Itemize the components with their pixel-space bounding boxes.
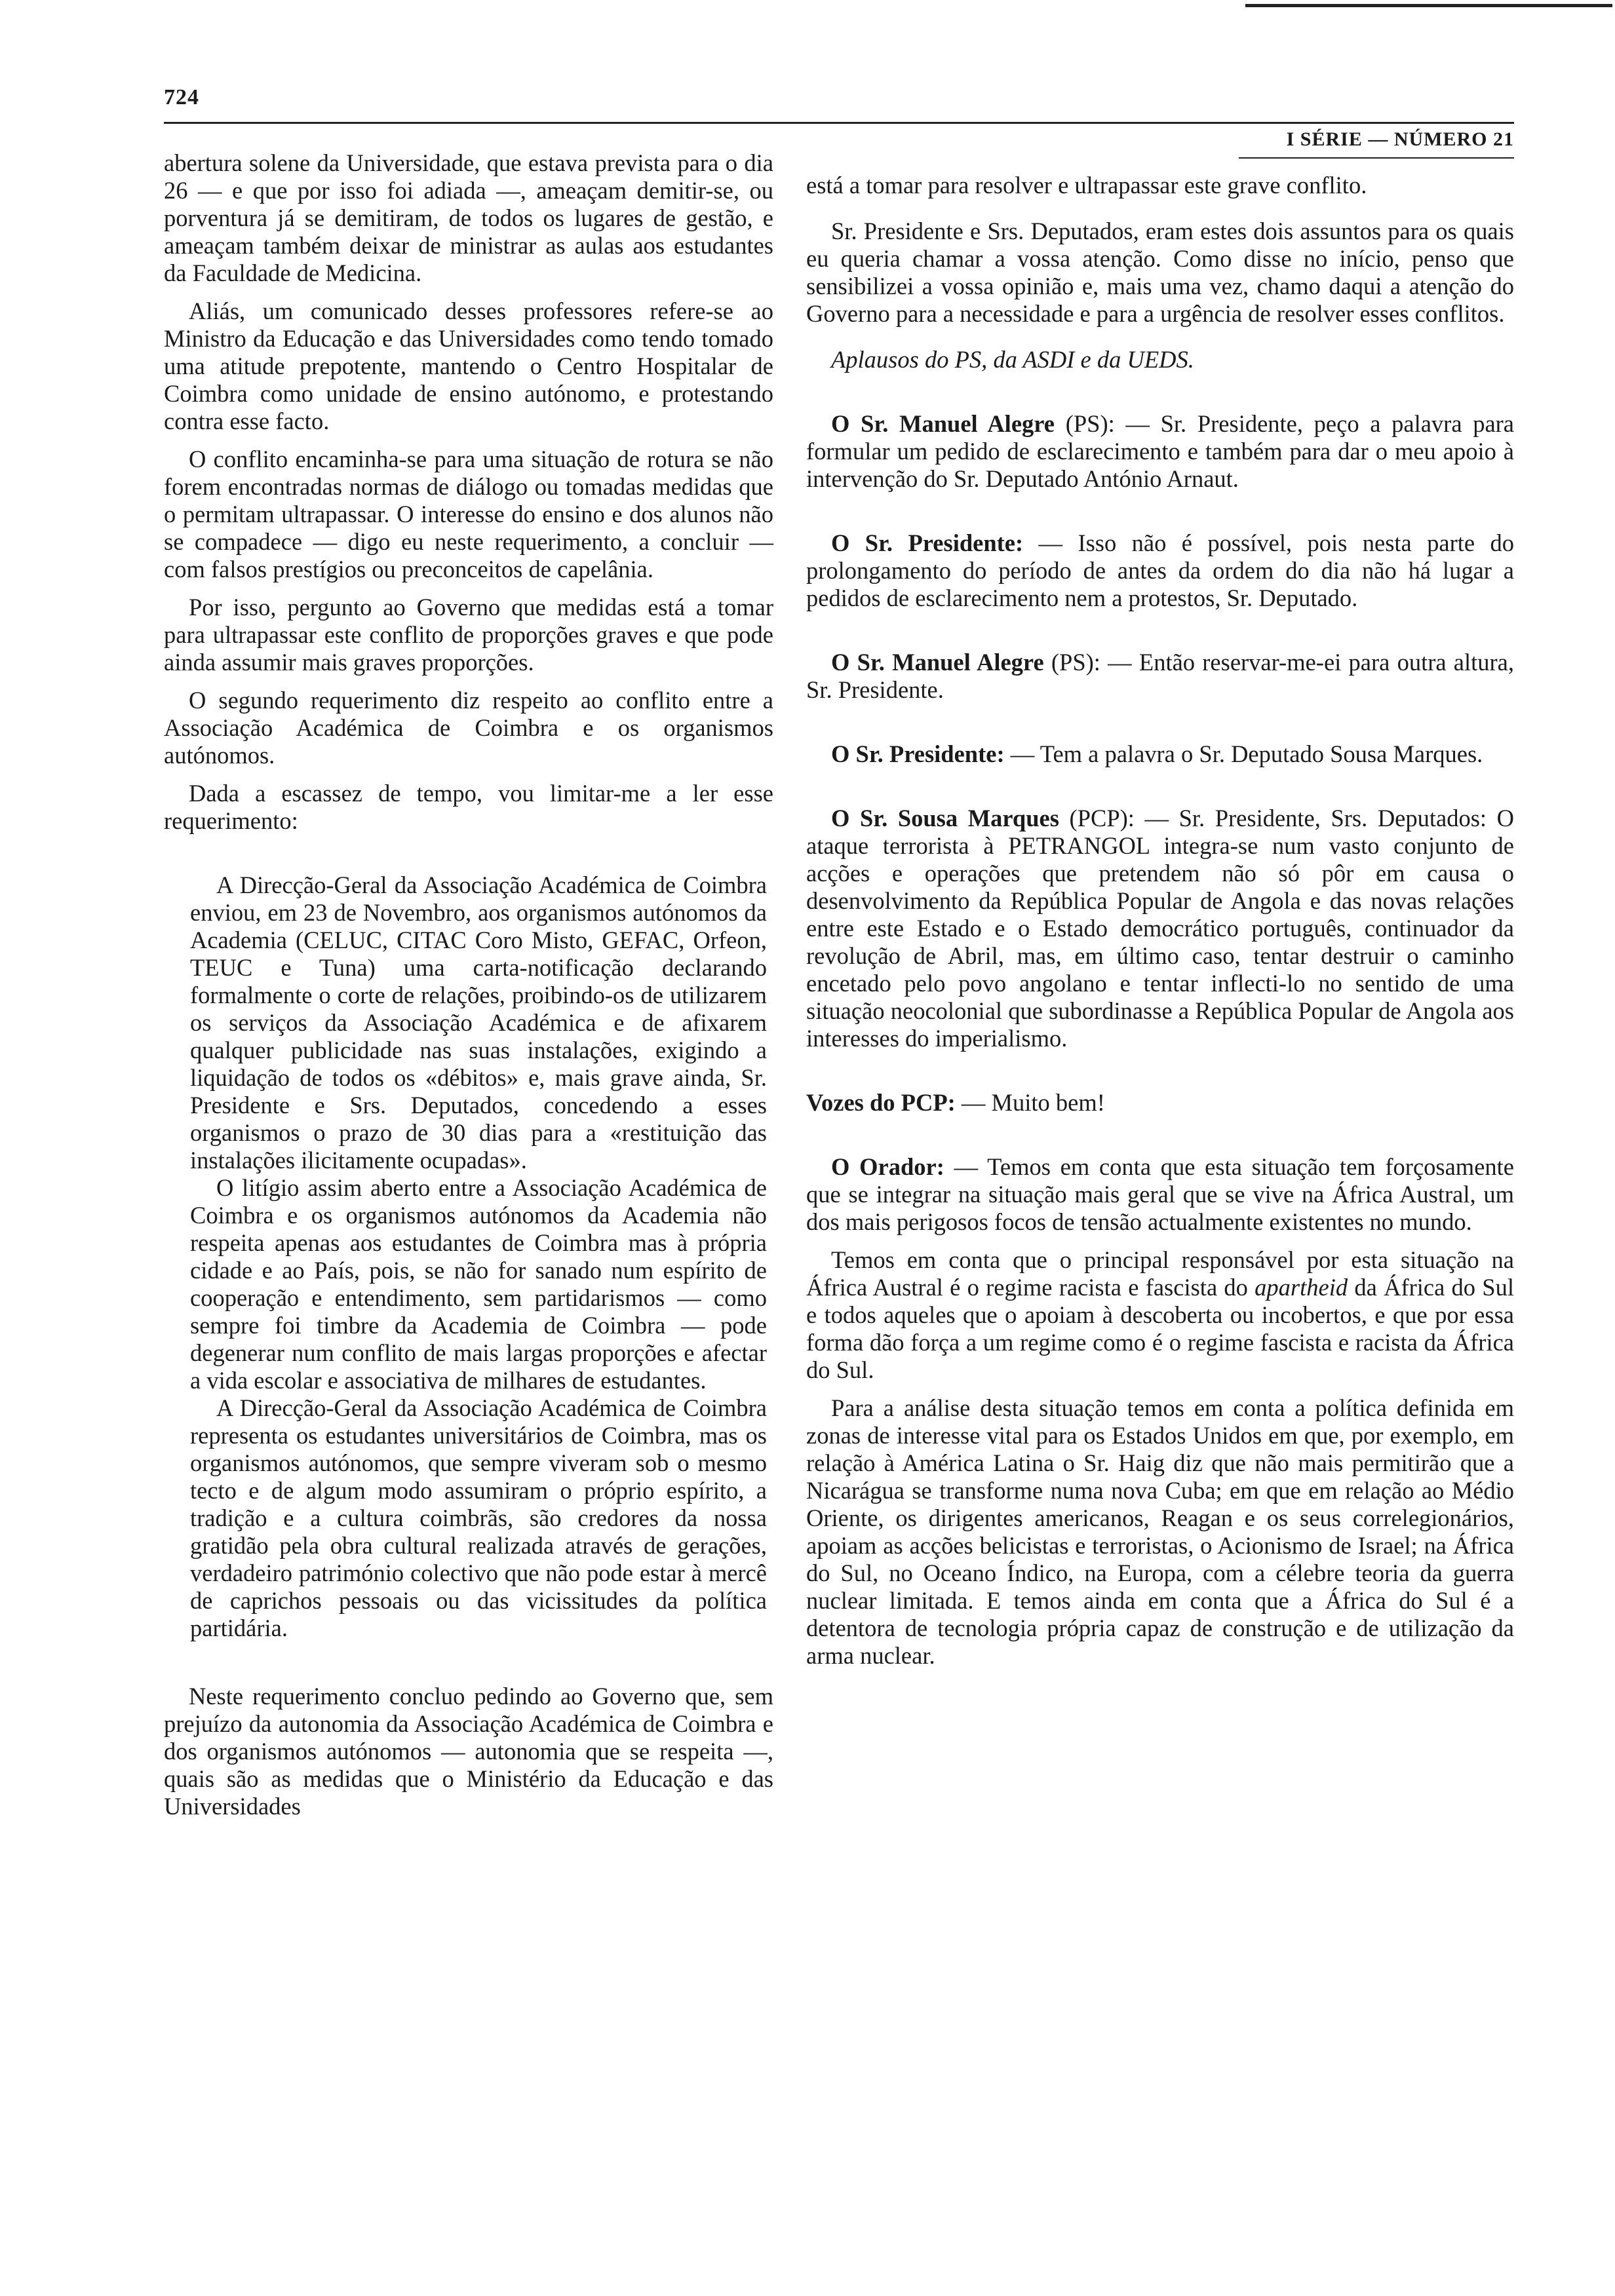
series-header-rule: [1239, 157, 1514, 159]
paragraph: Para a análise desta situação temos em conta a política definida em zonas de interesse vital para os Estados Unidos em que, por exemplo, em relação à América Latina o Sr. Haig diz que não mais permitirão que a Nicarágua se transforme numa nova Cuba; em que em relação ao Médio Oriente, os dirigentes americanos, Reagan e os seus correlegionários, apoiam as acções belicistas e terroristas, o Acionismo de Israel; na África do Sul, no Oceano Índico, na Europa, com a célebre teoria da guerra nuclear limitada. E temos ainda em conta que a África do Sul é a detentora de tecnologia própria capaz de construção e de utilização da arma nuclear.: [806, 1394, 1514, 1669]
speaker-name: O Sr. Presidente:: [831, 740, 1005, 767]
text-run: da África do Sul e todos aqueles que o apoiam à descoberta ou incobertos, e que por essa forma dão força a um regime como é o regime fascista e racista da África do Sul.: [806, 1274, 1514, 1383]
right-column: [806, 172, 1514, 1670]
header-rule: [164, 122, 1514, 124]
speaker-turn: [806, 529, 1514, 612]
paragraph: Aliás, um comunicado desses professores refere-se ao Ministro da Educação e das Universidades como tendo tomado uma atitude prepotente, mantendo o Centro Hospitalar de Coimbra como unidade de ensino autónomo, e protestando contra esse facto.: [164, 297, 773, 434]
speaker-turn: [806, 649, 1514, 704]
speaker-turn: [806, 410, 1514, 493]
paragraph: O segundo requerimento diz respeito ao conflito entre a Associação Académica de Coimbra e os organismos autónomos.: [164, 687, 773, 769]
speaker-name: O Sr. Sousa Marques: [831, 805, 1059, 832]
series-header: I SÉRIE — NÚMERO 21: [1286, 128, 1514, 150]
speaker-name: O Orador:: [831, 1153, 944, 1180]
stage-direction: Aplausos do PS, da ASDI e da UEDS.: [831, 346, 1194, 373]
quoted-paragraph: A Direcção-Geral da Associação Académica de Coimbra enviou, em 23 de Novembro, aos organismos autónomos da Academia (CELUC, CITAC Coro Misto, GEFAC, Orfeon, TEUC e Tuna) uma carta-notificação declarando formalmente o corte de relações, proibindo-os de utilizarem os serviços da Associação Académica e de afixarem qualquer publicidade nas suas instalações, exigindo a liquidação de todos os «débitos» e, mais grave ainda, Sr. Presidente e Srs. Deputados, concedendo a esses organismos o prazo de 30 dias para a «restituição das instalações ilicitamente ocupadas».: [190, 871, 767, 1174]
speech-text: — Tem a palavra o Sr. Deputado Sousa Marques.: [1004, 740, 1483, 767]
paragraph: Dada a escassez de tempo, vou limitar-me a ler esse requerimento:: [164, 780, 773, 834]
speech-text: (PS): — Sr. Presidente, peço a palavra para formular um pedido de esclarecimento e também para dar o meu apoio à intervenção do Sr. Deputado António Arnaut.: [806, 410, 1514, 492]
quoted-paragraph: A Direcção-Geral da Associação Académica de Coimbra representa os estudantes universitários de Coimbra, mas os organismos autónomos, que sempre viveram sob o mesmo tecto e de algum modo assumiram o próprio espírito, a tradição e a cultura coimbrãs, são credores da nossa gratidão pela obra cultural realizada através de gerações, verdadeiro património colectivo que não pode estar à mercê de caprichos pessoais ou das vicissitudes da política partidária.: [190, 1394, 767, 1641]
paragraph: O conflito encaminha-se para uma situação de rotura se não forem encontradas normas de diálogo ou tomadas medidas que o permitam ultrapassar. O interesse do ensino e dos alunos não se compadece — digo eu neste requerimento, a concluir — com falsos prestígios ou preconceitos de capelânia.: [164, 446, 773, 583]
speaker-name: Vozes do PCP:: [806, 1089, 956, 1116]
paragraph: Por isso, pergunto ao Governo que medidas está a tomar para ultrapassar este conflito de proporções graves e que pode ainda assumir mais graves proporções.: [164, 594, 773, 676]
speech-text: (PS): — Então reservar-me-ei para outra altura, Sr. Presidente.: [806, 649, 1515, 703]
speaker-name: O Sr. Presidente:: [831, 529, 1024, 556]
emphasis-term: apartheid: [1255, 1274, 1348, 1301]
paragraph: abertura solene da Universidade, que estava prevista para o dia 26 — e que por isso foi adiada —, ameaçam demitir-se, ou porventura já se demitiram, de todos os lugares de gestão, e ameaçam também deixar de ministrar as aulas aos estudantes da Faculdade de Medicina.: [164, 149, 773, 286]
paragraph: Neste requerimento concluo pedindo ao Governo que, sem prejuízo da autonomia da Associação Académica de Coimbra e dos organismos autónomos — autonomia que se respeita —, quais são as medidas que o Ministério da Educação e das Universidades: [164, 1683, 773, 1820]
speech-text: — Muito bem!: [955, 1089, 1105, 1116]
speaker-turn: [806, 1153, 1514, 1236]
text-run: Temos em conta que o principal responsável por esta situação na África Austral é o regime racista e fascista do: [806, 1246, 1514, 1301]
paragraph: [806, 1246, 1514, 1384]
paragraph: está a tomar para resolver e ultrapassar este grave conflito.: [806, 172, 1367, 199]
speech-text: (PCP): — Sr. Presidente, Srs. Deputados: O ataque terrorista à PETRANGOL integra-se num vasto conjunto de acções e operações que pretendem não só pôr em causa o desenvolvimento da República Popular de Angola e das novas relações entre este Estado e o Estado democrático português, continuador da revolução de Abril, mas, em último caso, tentar destruir o caminho encetado pelo povo angolano e tentar inflecti-lo no sentido de uma situação neocolonial que subordinasse a República Popular de Angola aos interesses do imperialismo.: [806, 805, 1514, 1052]
page-number: 724: [164, 85, 199, 109]
quoted-paragraph: O litígio assim aberto entre a Associação Académica de Coimbra e os organismos autónomos da Academia não respeita apenas aos estudantes de Coimbra mas à própria cidade e ao País, pois, se não for sanado num espírito de cooperação e entendimento, sem partidarismos — como sempre foi timbre da Academia de Coimbra — pode degenerar num conflito de mais largas proporções e afectar a vida escolar e associativa de milhares de estudantes.: [190, 1174, 767, 1394]
speaker-turn: [806, 1089, 1514, 1117]
left-column: [164, 149, 773, 1820]
speaker-turn: [806, 740, 1514, 768]
speech-text: — Temos em conta que esta situação tem forçosamente que se integrar na situação mais geral que se vive na África Austral, um dos mais perigosos focos de tensão actualmente existentes no mundo.: [806, 1153, 1514, 1235]
speaker-name: O Sr. Manuel Alegre: [831, 410, 1055, 437]
speaker-turn: [806, 805, 1514, 1052]
paragraph: Sr. Presidente e Srs. Deputados, eram estes dois assuntos para os quais eu queria chamar a vossa atenção. Como disse no início, penso que sensibilizei a vossa opinião e, mais uma vez, chamo daqui a atenção do Governo para a necessidade e para a urgência de resolver esses conflitos.: [806, 218, 1514, 327]
speech-text: — Isso não é possível, pois nesta parte do prolongamento do período de antes da ordem do dia não há lugar a pedidos de esclarecimento nem a protestos, Sr. Deputado.: [806, 529, 1514, 611]
top-edge-rule: [1245, 4, 1612, 7]
speaker-name: O Sr. Manuel Alegre: [831, 649, 1044, 676]
